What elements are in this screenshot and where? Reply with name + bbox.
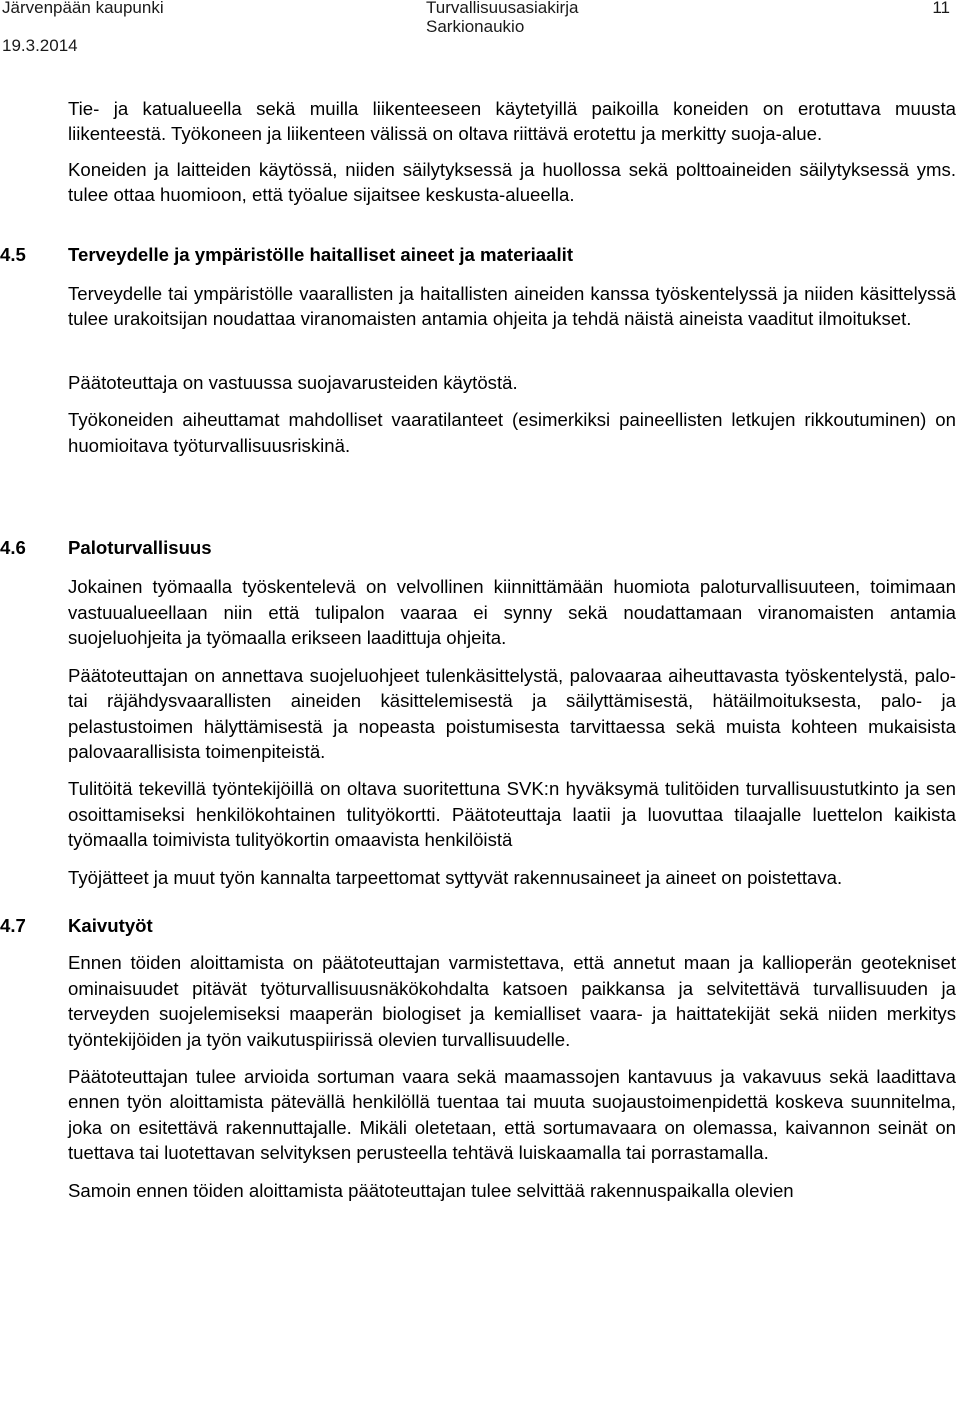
section-number: 4.5 <box>0 243 26 265</box>
section-4-7 <box>0 913 956 1203</box>
section-number: 4.7 <box>0 914 26 936</box>
section-heading <box>0 535 956 560</box>
section-heading <box>0 242 956 267</box>
paragraph: Päätoteuttajan tulee arvioida sortuman vaara sekä maamassojen kantavuus ja vakavuus sekä laadittava ennen työn aloittamista pätevällä henkilöllä tuentaa tai muuta suojaustoimenpidettä koskeva suunnitelma, joka on esitettävä rakennuttajalle. Mikäli oletetaan, että sortumavaara on olemassa, kaivannon seinät on tuettava tai luotettavan selvityksen perusteella tehtävä luiskaamalla tai porrastamalla. <box>68 1065 956 1164</box>
paragraph: Tulitöitä tekevillä työntekijöillä on oltava suoritettuna SVK:n hyväksymä tulitöiden turvallisuustutkinto ja sen osoittamiseksi henkilökohtainen tulityökortti. Päätoteuttaja laatii ja luovuttaa tilaajalle luettelon kaikista työmaalla toimivista tulityökortin omaavista henkilöistä <box>68 778 956 851</box>
paragraph: Tie- ja katualueella sekä muilla liikenteeseen käytetyillä paikoilla koneiden on erotuttava muusta liikenteestä. Työkoneen ja liikenteen välissä on oltava riittävä erotettu ja merkitty suoja-alue. <box>68 98 956 145</box>
document-date: 19.3.2014 <box>2 36 78 55</box>
section-4-6 <box>0 535 956 890</box>
paragraph: Työjätteet ja muut työn kannalta tarpeettomat syttyvät rakennusaineet ja aineet on poistettava. <box>68 866 843 888</box>
section-title: Paloturvallisuus <box>68 537 212 559</box>
paragraph: Koneiden ja laitteiden käytössä, niiden säilytyksessä ja huollossa sekä polttoaineiden säilytyksessä yms. tulee ottaa huomioon, että työalue sijaitsee keskusta-alueella. <box>68 158 956 206</box>
paragraph: Ennen töiden aloittamista on päätoteuttajan varmistettava, että annetut maan ja kallioperän geotekniset ominaisuudet pitävät työturvallisuusnäkökohdalta katsoen paikkansa ja selvitettävä turvallisuuden ja terveyden suojelemiseksi maaperän biologiset ja kemialliset vaara- ja haittatekijät sekä niiden merkitys työntekijöiden ja työn vaikutuspiirissä olevien turvallisuudelle. <box>68 952 956 1050</box>
organization-name: Järvenpään kaupunki <box>2 0 164 17</box>
document-body <box>0 96 956 1203</box>
paragraph: Päätoteuttaja on vastuussa suojavarusteiden käytöstä. <box>68 371 518 393</box>
page-number: 11 <box>932 0 950 17</box>
paragraph: Päätoteuttajan on annettava suojeluohjeet tulenkäsittelystä, palovaaraa aiheuttavasta työskentelystä, palo- tai räjähdysvaarallisten aineiden käsittelemisestä ja säilyttämisestä, hätäilmoituksesta, palo- ja pelastustoimen hälyttämisestä ja nopeasta poistumisesta tarvittaessa sekä muista kohteen mukaisista palovaarallisista toimenpiteistä. <box>68 664 956 762</box>
section-number: 4.6 <box>0 537 26 559</box>
section-heading <box>0 913 956 938</box>
section-title: Terveydelle ja ympäristölle haitalliset aineet ja materiaalit <box>68 243 574 265</box>
document-subtitle: Sarkionaukio <box>426 17 525 36</box>
document-type: Turvallisuusasiakirja <box>426 0 579 17</box>
section-title: Kaivutyöt <box>68 914 153 936</box>
paragraph: Työkoneiden aiheuttamat mahdolliset vaaratilanteet (esimerkiksi paineellisten letkujen rikkoutuminen) on huomioitava työturvallisuusriskinä. <box>68 409 956 456</box>
page-header <box>0 0 960 60</box>
paragraph: Jokainen työmaalla työskentelevä on velvollinen kiinnittämään huomiota paloturvallisuuteen, toimimaan vastuualueellaan niin että tulipalon vaaraa ei synny sekä noudattamaan viranomaisten antamia suojeluohjeita ja työmaalla erikseen laadittuja ohjeita. <box>68 576 956 649</box>
paragraph: Samoin ennen töiden aloittamista päätoteuttajan tulee selvittää rakennuspaikalla olevien <box>68 1179 794 1201</box>
section-4-5 <box>0 242 956 458</box>
paragraph: Terveydelle tai ympäristölle vaarallisten ja haitallisten aineiden kanssa työskentelyssä ja niiden käsittelyssä tulee urakoitsijan noudattaa viranomaisten antamia ohjeita ja tehdä näistä aineista vaaditut ilmoitukset. <box>68 283 956 330</box>
